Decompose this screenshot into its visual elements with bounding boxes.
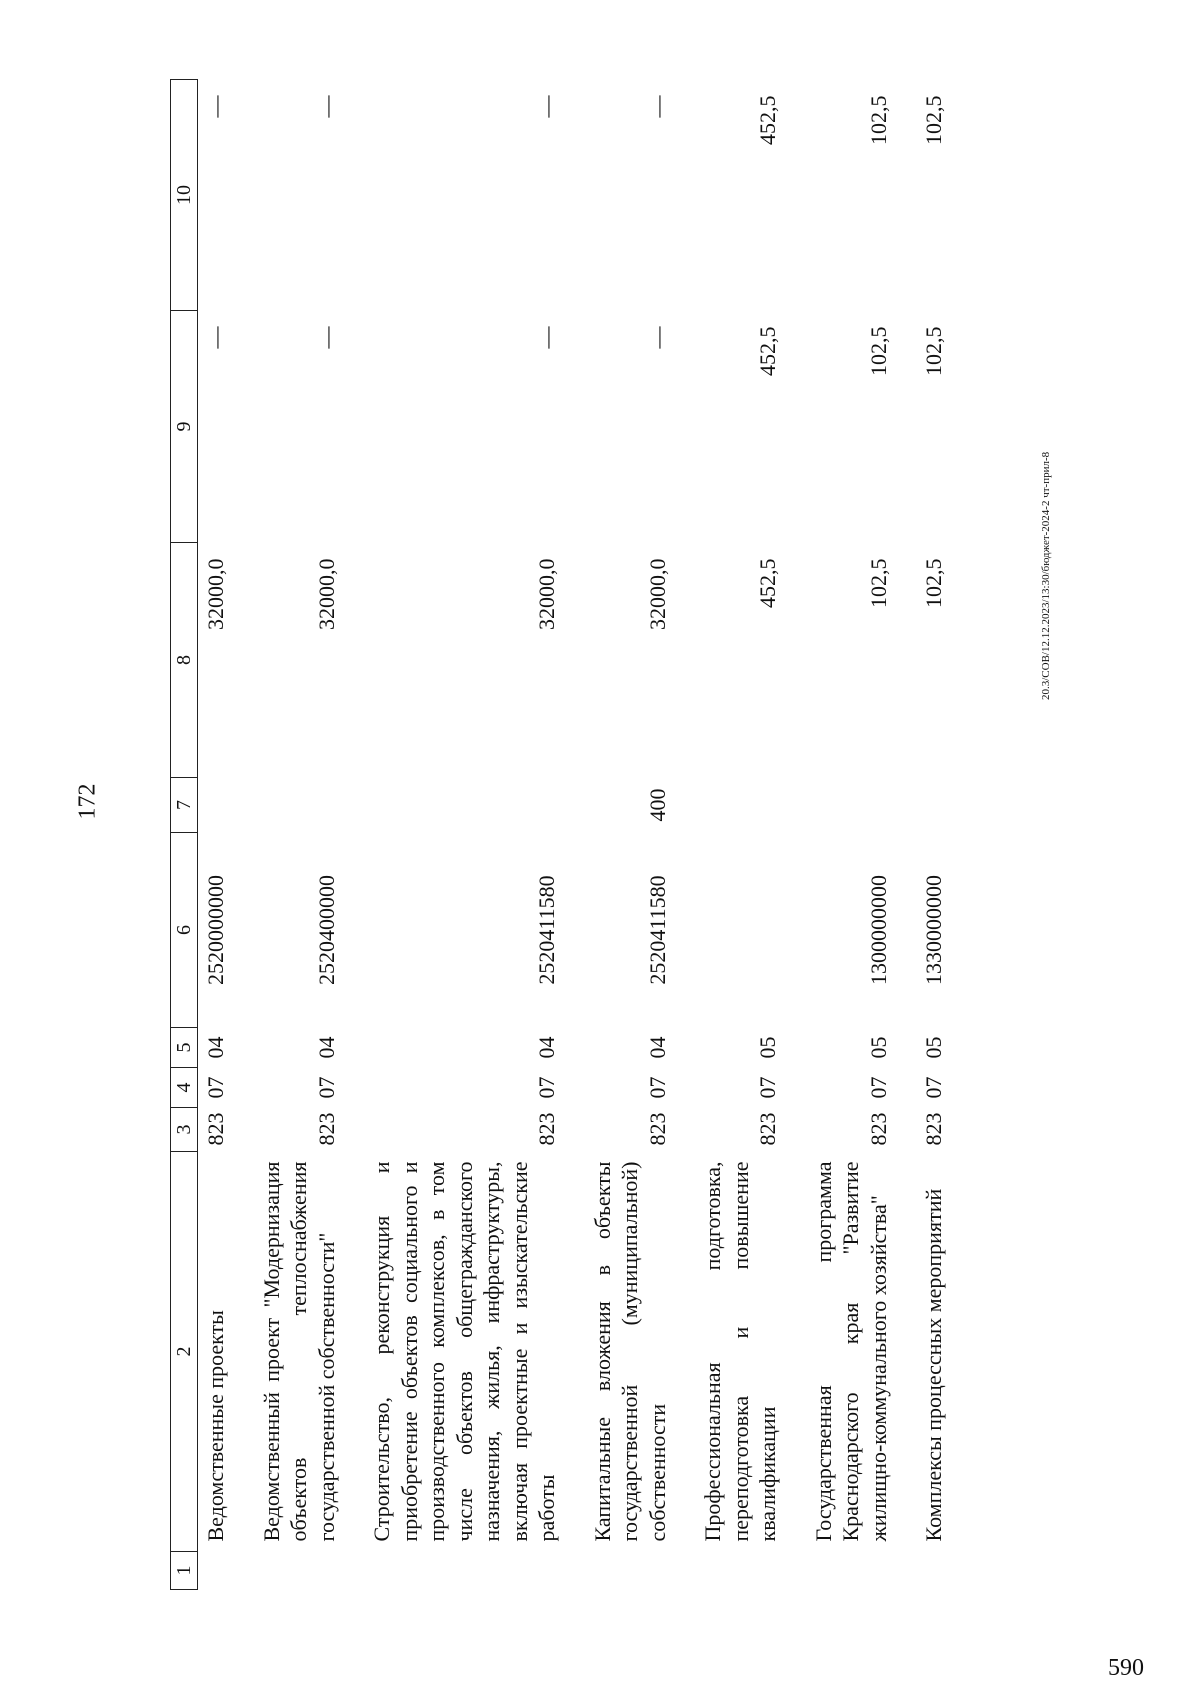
table-row [198, 80, 236, 1590]
cell-expense-type [788, 778, 899, 833]
row-name: Государственная программа Краснодарского края "Развитие жилищно-коммунального хозяйства" [810, 1161, 891, 1542]
row-name: Ведомственные проекты [203, 1310, 228, 1542]
page-number: 172 [74, 783, 101, 820]
column-header: 2 [171, 1152, 198, 1552]
cell-expense-type [677, 778, 788, 833]
table-row [788, 80, 899, 1590]
cell-expense-type [346, 778, 567, 833]
table-row [898, 80, 954, 1590]
cell-subsection: 04 [313, 1036, 339, 1059]
cell-code: 823 [203, 1112, 228, 1146]
cell-expense-type: 400 [644, 788, 670, 822]
cell-amount-3: 102,5 [865, 95, 891, 145]
cell-amount-1: 32000,0 [203, 558, 228, 630]
row-name: Капитальные вложения в объекты государственной (муниципальной) собственности [589, 1161, 670, 1542]
cell-amount-2: 102,5 [865, 326, 891, 376]
budget-table [170, 79, 954, 1590]
cell-section: 07 [534, 1076, 559, 1099]
cell-code: 823 [534, 1112, 559, 1146]
cell-amount-2: — [644, 326, 670, 349]
column-header: 3 [171, 1108, 198, 1152]
sheet-number: 590 [1108, 1655, 1144, 1681]
cell-amount-1: 32000,0 [313, 558, 339, 630]
column-header: 6 [171, 833, 198, 1028]
cell-section: 07 [203, 1076, 228, 1099]
cell-amount-1: 32000,0 [644, 558, 670, 630]
cell-amount-3: 452,5 [755, 95, 780, 145]
column-header: 1 [171, 1552, 198, 1590]
cell-subsection: 05 [755, 1036, 780, 1059]
cell-target: 2520400000 [313, 875, 339, 985]
column-header: 5 [171, 1028, 198, 1068]
cell-expense-type [898, 778, 954, 833]
cell-subsection: 04 [644, 1036, 670, 1059]
column-header: 10 [171, 80, 198, 311]
cell-section: 07 [644, 1076, 670, 1099]
column-header: 8 [171, 543, 198, 778]
cell-amount-2: — [534, 326, 559, 349]
cell-amount-1: 102,5 [865, 558, 891, 608]
cell-target: 2520411580 [534, 875, 559, 985]
row-name: Строительство, реконструкция и приобретение объектов социального и производственного комплексов, в том числе объектов общегражданского назначения, жилья, инфраструктуры, включая проектные и изыскательские работы [369, 1161, 559, 1542]
footer-code: 20.3/СОВ/12.12.2023/13:30/бюджет-2024-2 чт-прил-8 [1040, 451, 1052, 700]
cell-target: 2520000000 [203, 875, 228, 985]
cell-amount-2: 102,5 [921, 326, 946, 376]
cell-subsection: 04 [534, 1036, 559, 1059]
cell-amount-3: — [203, 95, 228, 118]
cell-amount-1: 102,5 [921, 558, 946, 608]
cell-amount-3: — [313, 95, 339, 118]
cell-code: 823 [313, 1112, 339, 1146]
cell-section: 07 [921, 1076, 946, 1099]
row-name: Комплексы процессных мероприятий [921, 1188, 946, 1542]
cell-subsection: 05 [865, 1036, 891, 1059]
cell-amount-1: 32000,0 [534, 558, 559, 630]
cell-amount-1: 452,5 [755, 558, 780, 608]
cell-target: 1330000000 [921, 875, 946, 985]
cell-target: 2520411580 [644, 875, 670, 985]
column-header-row [171, 80, 198, 1590]
cell-section: 07 [313, 1076, 339, 1099]
column-header: 7 [171, 778, 198, 833]
cell-target [677, 833, 788, 1028]
cell-expense-type [198, 778, 236, 833]
cell-code: 823 [865, 1112, 891, 1146]
cell-amount-3: 102,5 [921, 95, 946, 145]
table-row [346, 80, 567, 1590]
table-row [677, 80, 788, 1590]
column-header: 9 [171, 311, 198, 543]
cell-amount-2: 452,5 [755, 326, 780, 376]
budget-table-container [170, 80, 1040, 1590]
cell-target: 1300000000 [865, 875, 891, 985]
table-row [236, 80, 347, 1590]
cell-subsection: 04 [203, 1036, 228, 1059]
cell-amount-2: — [203, 326, 228, 349]
column-header: 4 [171, 1068, 198, 1108]
row-name: Профессиональная подготовка, переподготовка и повышение квалификации [700, 1161, 780, 1542]
row-name: Ведомственный проект "Модернизация объектов теплоснабжения государственной собственности" [258, 1161, 339, 1542]
cell-amount-3: — [534, 95, 559, 118]
cell-subsection: 05 [921, 1036, 946, 1059]
cell-code: 823 [755, 1112, 780, 1146]
cell-section: 07 [865, 1076, 891, 1099]
cell-amount-3: — [644, 95, 670, 118]
cell-code: 823 [921, 1112, 946, 1146]
cell-code: 823 [644, 1112, 670, 1146]
cell-amount-2: — [313, 326, 339, 349]
cell-section: 07 [755, 1076, 780, 1099]
table-row [567, 80, 678, 1590]
cell-expense-type [236, 778, 347, 833]
